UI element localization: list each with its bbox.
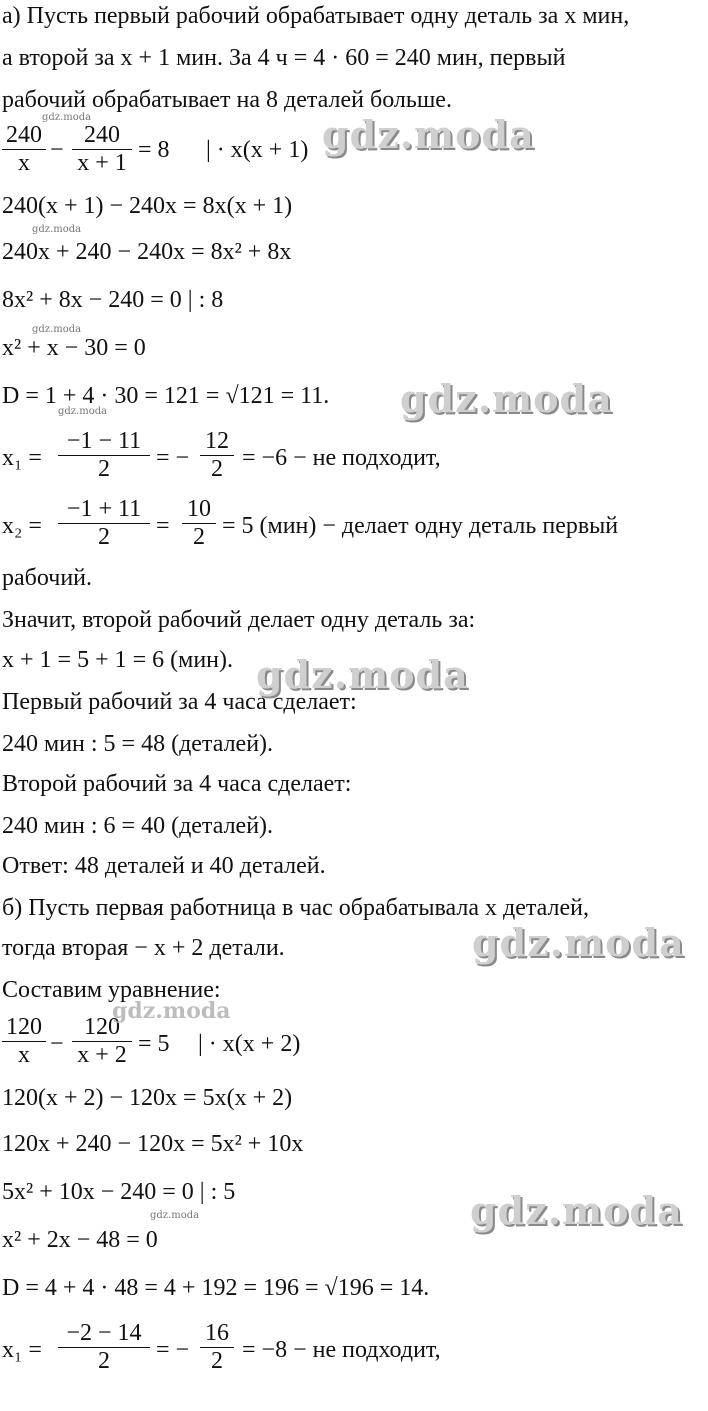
watermark: gdz.moda <box>58 406 108 417</box>
fraction <box>72 122 132 177</box>
denominator: x + 1 <box>77 150 127 176</box>
operator: = − <box>156 445 190 471</box>
text-line: D = 1 + 4 · 30 = 121 = √121 = 11. <box>2 383 330 409</box>
denominator: 2 <box>98 524 110 550</box>
fraction <box>200 1320 234 1375</box>
text-line: x² + x − 30 = 0 <box>2 335 146 361</box>
operator: = − <box>156 1337 190 1363</box>
watermark: gdz.moda <box>470 1188 683 1233</box>
denominator: 2 <box>211 456 223 482</box>
tail: = −8 − не подходит, <box>242 1337 441 1363</box>
text-line: 120x + 240 − 120x = 5x² + 10x <box>2 1131 304 1157</box>
denominator: x + 2 <box>77 1042 127 1068</box>
watermark: gdz.moda <box>112 998 231 1024</box>
denominator: 2 <box>98 456 110 482</box>
watermark: gdz.moda <box>32 224 82 235</box>
text-line: Ответ: 48 деталей и 40 деталей. <box>2 853 326 879</box>
fraction <box>58 496 150 551</box>
fraction <box>182 496 216 551</box>
text-line: Первый рабочий за 4 часа сделает: <box>2 689 357 715</box>
text-line: 5x² + 10x − 240 = 0 | : 5 <box>2 1179 236 1205</box>
lhs: x₁ = <box>2 445 42 471</box>
numerator: 12 <box>200 428 234 456</box>
numerator: 240 <box>2 122 46 150</box>
text-line: Второй рабочий за 4 часа сделает: <box>2 771 352 797</box>
watermark: gdz.moda <box>400 376 613 421</box>
numerator: −1 − 11 <box>58 428 150 456</box>
numerator: −2 − 14 <box>58 1320 150 1348</box>
numerator: 240 <box>72 122 132 150</box>
watermark: gdz.moda <box>322 112 535 157</box>
numerator: 120 <box>2 1014 46 1042</box>
text-line: Составим уравнение: <box>2 977 221 1003</box>
fraction <box>200 428 234 483</box>
lhs: x₂ = <box>2 513 42 539</box>
numerator: 120 <box>72 1014 132 1042</box>
fraction <box>58 428 150 483</box>
text-line: б) Пусть первая работница в час обрабатывала x деталей, <box>2 895 589 921</box>
fraction <box>58 1320 150 1375</box>
text-line: рабочий обрабатывает на 8 деталей больше. <box>2 87 452 113</box>
denominator: 2 <box>98 1348 110 1374</box>
text-line: а) Пусть первый рабочий обрабатывает одну деталь за x мин, <box>2 3 630 29</box>
operator: − <box>50 137 64 163</box>
text-line: x² + 2x − 48 = 0 <box>2 1227 158 1253</box>
numerator: 16 <box>200 1320 234 1348</box>
text-line: 8x² + 8x − 240 = 0 | : 8 <box>2 287 224 313</box>
text-line: а второй за x + 1 мин. За 4 ч = 4 · 60 = 240 мин, первый <box>2 45 566 71</box>
watermark: gdz.moda <box>150 1210 200 1221</box>
text-line: Значит, второй рабочий делает одну деталь за: <box>2 607 476 633</box>
watermark: gdz.moda <box>472 920 685 965</box>
denominator: x <box>18 1042 30 1068</box>
tail: = −6 − не подходит, <box>242 445 441 471</box>
rhs: = 8 <box>138 137 170 163</box>
watermark: gdz.moda <box>42 112 92 123</box>
fraction <box>2 122 46 177</box>
text-line: 240 мин : 5 = 48 (деталей). <box>2 731 274 757</box>
numerator: −1 + 11 <box>58 496 150 524</box>
denominator: 2 <box>193 524 205 550</box>
text-line: 240x + 240 − 240x = 8x² + 8x <box>2 239 292 265</box>
text-line: x + 1 = 5 + 1 = 6 (мин). <box>2 647 233 673</box>
multiplier: | · x(x + 2) <box>198 1031 301 1057</box>
operator: = <box>156 513 170 539</box>
watermark: gdz.moda <box>32 324 82 335</box>
fraction <box>2 1014 46 1069</box>
operator: − <box>50 1031 64 1057</box>
text-line: тогда вторая − x + 2 детали. <box>2 935 285 961</box>
text-line: D = 4 + 4 · 48 = 4 + 192 = 196 = √196 = 14. <box>2 1275 430 1301</box>
denominator: x <box>18 150 30 176</box>
rhs: = 5 <box>138 1031 170 1057</box>
numerator: 10 <box>182 496 216 524</box>
multiplier: | · x(x + 1) <box>206 137 309 163</box>
watermark: gdz.moda <box>256 652 469 697</box>
text-line: 240 мин : 6 = 40 (деталей). <box>2 813 274 839</box>
tail: = 5 (мин) − делает одну деталь первый <box>222 513 619 539</box>
denominator: 2 <box>211 1348 223 1374</box>
text-line: рабочий. <box>2 565 92 591</box>
text-line: 120(x + 2) − 120x = 5x(x + 2) <box>2 1085 293 1111</box>
lhs: x₁ = <box>2 1337 42 1363</box>
text-line: 240(x + 1) − 240x = 8x(x + 1) <box>2 193 293 219</box>
